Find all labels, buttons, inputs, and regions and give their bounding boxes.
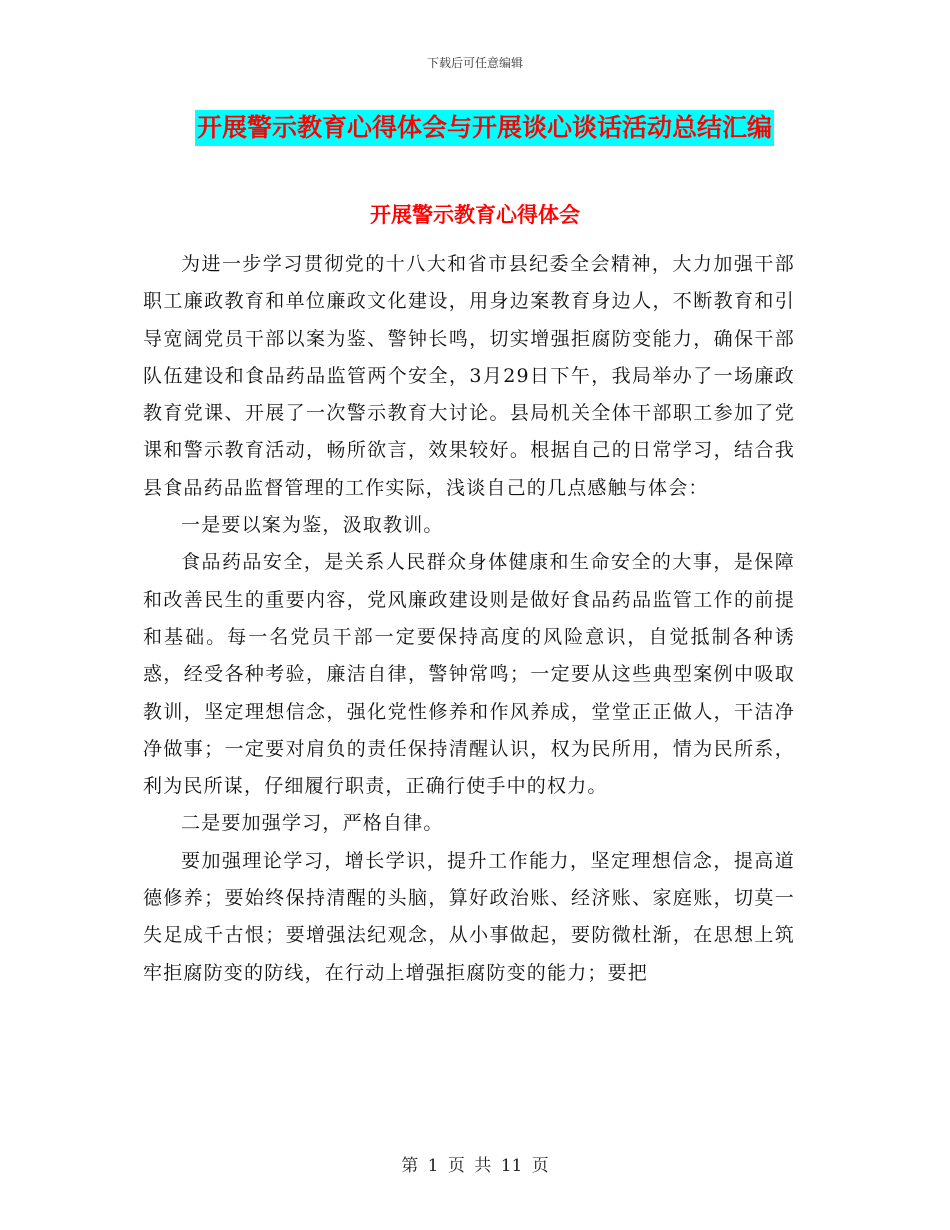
header-note: 下载后可任意编辑 xyxy=(426,56,523,70)
section-heading: 开展警示教育心得体会 xyxy=(370,202,580,227)
document-title: 开展警示教育心得体会与开展谈心谈话活动总结汇编 xyxy=(195,110,774,146)
page-footer: 第 1 页 共 11 页 xyxy=(401,1156,549,1176)
paragraph: 一是要以案为鉴，汲取教训。 xyxy=(181,514,444,537)
paragraph: 二是要加强学习，严格自律。 xyxy=(181,812,444,835)
paragraph: 要加强理论学习，增长学识，提升工作能力，坚定理想信念，提高道德修养；要始终保持清醒的头脑，算好政治账、经济账、家庭账，切莫一失足成千古恨；要增强法纪观念，从小事做起，要防微杜渐，在思想上筑牢拒腐防变的防线，在行动上增强拒腐防变的能力；要把 xyxy=(143,849,795,984)
document-body xyxy=(143,246,795,992)
paragraph: 为进一步学习贯彻党的十八大和省市县纪委全会精神，大力加强干部职工廉政教育和单位廉政文化建设，用身边案教育身边人，不断教育和引导宽阔党员干部以案为鉴、警钟长鸣，切实增强拒腐防变能力，确保干部队伍建设和食品药品监管两个安全，3月29日下午，我局举办了一场廉政教育党课、开展了一次警示教育大讨论。县局机关全体干部职工参加了党课和警示教育活动，畅所欲言，效果较好。根据自己的日常学习，结合我县食品药品监督管理的工作实际，浅谈自己的几点感触与体会： xyxy=(143,253,795,499)
paragraph: 食品药品安全，是关系人民群众身体健康和生命安全的大事，是保障和改善民生的重要内容，党风廉政建设则是做好食品药品监管工作的前提和基础。每一名党员干部一定要保持高度的风险意识，自觉抵制各种诱惑，经受各种考验，廉洁自律，警钟常鸣；一定要从这些典型案例中吸取教训，坚定理想信念，强化党性修养和作风养成，堂堂正正做人，干洁净净做事；一定要对肩负的责任保持清醒认识，权为民所用，情为民所系，利为民所谋，仔细履行职责，正确行使手中的权力。 xyxy=(143,551,795,798)
